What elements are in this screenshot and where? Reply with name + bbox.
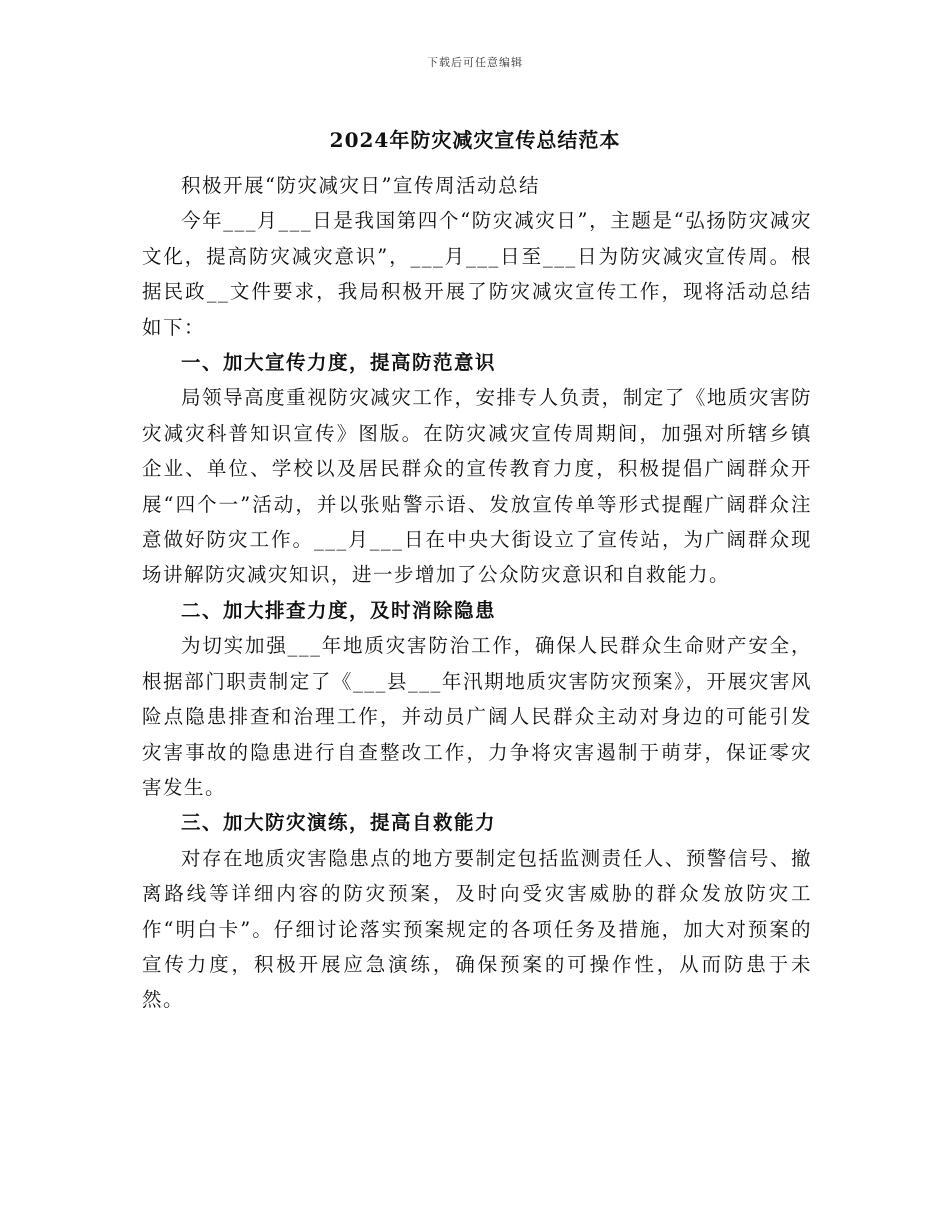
section-heading-2: 二、加大排查力度，及时消除隐患: [181, 598, 497, 622]
section-paragraph-2: 为切实加强___年地质灾害防治工作，确保人民群众生命财产安全，根据部门职责制定了《___县___年汛期地质灾害防灾预案》，开展灾害风险点隐患排查和治理工作，并动员广阔人民群众主动对身边的可能引发灾害事故的隐患进行自查整改工作，力争将灾害遏制于萌芽，保证零灾害发生。: [142, 634, 812, 799]
section-paragraph-3: 对存在地质灾害隐患点的地方要制定包括监测责任人、预警信号、撤离路线等详细内容的防灾预案，及时向受灾害威胁的群众发放防灾工作“明白卡”。仔细讨论落实预案规定的各项任务及措施，加大对预案的宣传力度，积极开展应急演练，确保预案的可操作性，从而防患于未然。: [142, 846, 812, 1012]
intro-paragraph: 今年___月___日是我国第四个“防灾减灾日”，主题是“弘扬防灾减灾文化，提高防灾减灾意识”，___月___日至___日为防灾减灾宣传周。根据民政__文件要求，我局积极开展了防灾减灾宣传工作，现将活动总结如下：: [142, 209, 812, 339]
page-header-note: 下载后可任意编辑: [427, 56, 523, 69]
document-subtitle: 积极开展“防灾减灾日”宣传周活动总结: [181, 174, 540, 197]
document-body: [142, 168, 812, 1018]
section-heading-1: 一、加大宣传力度，提高防范意识: [181, 351, 497, 375]
document-title: 2024年防灾减灾宣传总结范本: [329, 128, 621, 152]
section-paragraph-1: 局领导高度重视防灾减灾工作，安排专人负责，制定了《地质灾害防灾减灾科普知识宣传》图版。在防灾减灾宣传周期间，加强对所辖乡镇企业、单位、学校以及居民群众的宣传教育力度，积极提倡广阔群众开展“四个一”活动，并以张贴警示语、发放宣传单等形式提醒广阔群众注意做好防灾工作。___月___日在中央大街设立了宣传站，为广阔群众现场讲解防灾减灾知识，进一步增加了公众防灾意识和自救能力。: [142, 386, 812, 587]
section-heading-3: 三、加大防灾演练，提高自救能力: [181, 811, 497, 835]
